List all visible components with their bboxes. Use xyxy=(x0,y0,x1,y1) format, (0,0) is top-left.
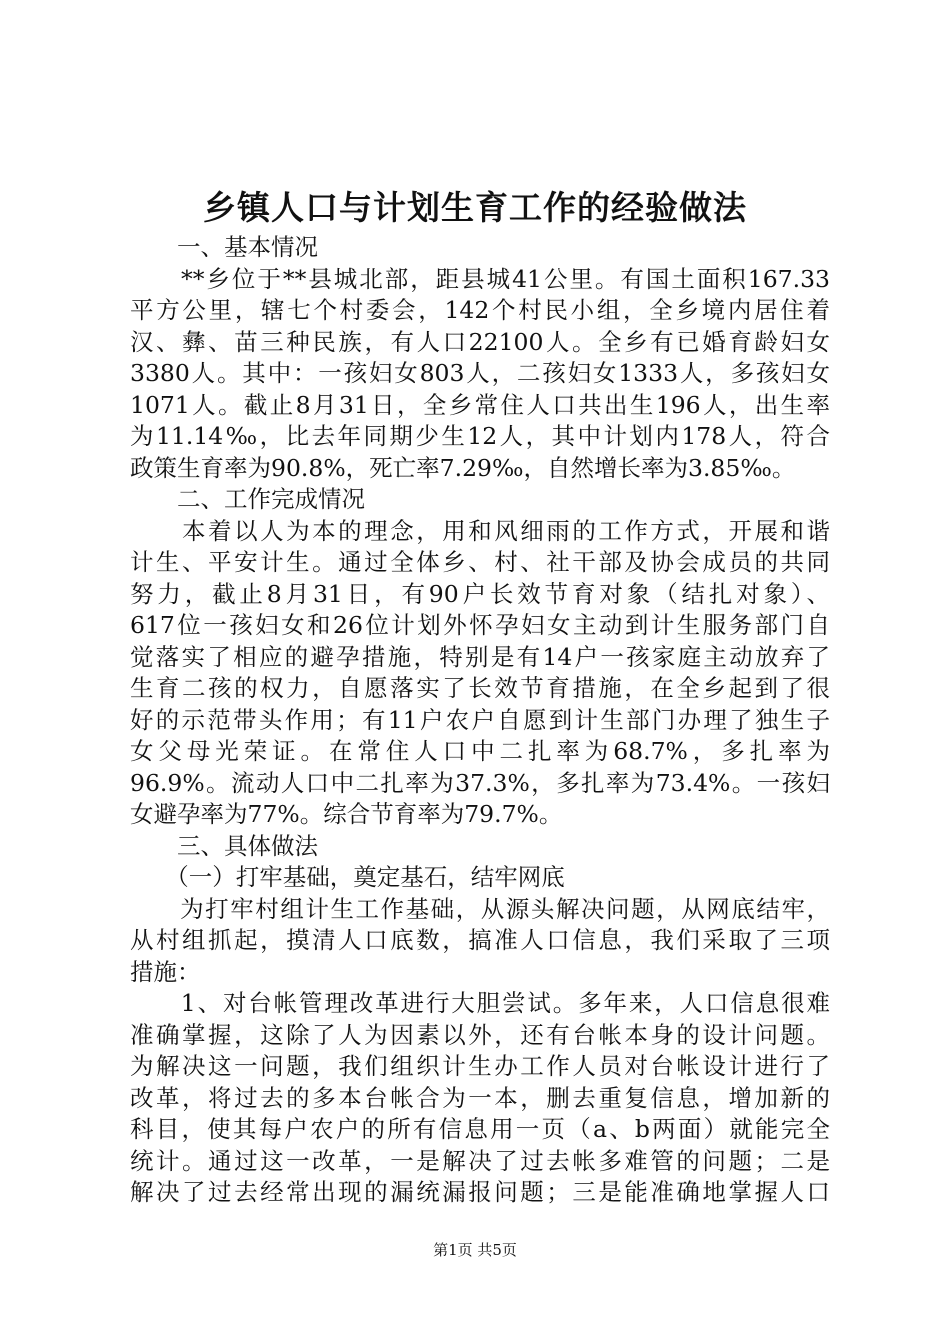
text-line: 为打牢村组计生工作基础，从源头解决问题，从网底结牢， xyxy=(130,894,830,923)
text-line: 政策生育率为90.8%，死亡率7.29‰，自然增长率为3.85‰。 xyxy=(130,453,796,482)
text-line: 生育二孩的权力，自愿落实了长效节育措施，在全乡起到了很 xyxy=(130,674,830,702)
text-line: 觉落实了相应的避孕措施，特别是有14户一孩家庭主动放弃了 xyxy=(130,642,830,671)
document-title: 乡镇人口与计划生育工作的经验做法 xyxy=(203,188,747,227)
text-line: 女父母光荣证。在常住人口中二扎率为68.7%，多扎率为 xyxy=(130,737,830,765)
text-line: 从村组抓起，摸清人口底数，搞准人口信息，我们采取了三项 xyxy=(130,926,830,954)
text-line: 准确掌握，这除了人为因素以外，还有台帐本身的设计问题。 xyxy=(130,1020,830,1049)
text-line: 96.9%。流动人口中二扎率为37.3%，多扎率为73.4%。一孩妇 xyxy=(130,768,830,797)
text-line: 计生、平安计生。通过全体乡、村、社干部及协会成员的共同 xyxy=(130,548,830,576)
text-line: **乡位于**县城北部，距县城41公里。有国土面积167.33 xyxy=(130,264,830,293)
text-line: 好的示范带头作用；有11户农户自愿到计生部门办理了独生子 xyxy=(130,705,830,734)
text-line: 1071人。截止8月31日，全乡常住人口共出生196人，出生率 xyxy=(130,390,830,419)
text-line: 平方公里，辖七个村委会，142个村民小组，全乡境内居住着 xyxy=(130,296,830,324)
text-line: 本着以人为本的理念，用和风细雨的工作方式，开展和谐 xyxy=(130,516,830,545)
document-body xyxy=(130,232,830,1209)
text-line: 汉、彝、苗三种民族，有人口22100人。全乡有已婚育龄妇女 xyxy=(130,327,830,356)
text-line: 措施： xyxy=(130,957,201,986)
text-line: 3380人。其中：一孩妇女803人，二孩妇女1333人，多孩妇女 xyxy=(130,359,830,387)
text-line: 科目，使其每户农户的所有信息用一页（a、b两面）就能完全 xyxy=(130,1115,830,1143)
text-line: 努力，截止8月31日，有90户长效节育对象（结扎对象）、 xyxy=(130,579,830,608)
text-line: 女避孕率为77%。综合节育率为79.7%。 xyxy=(130,800,563,828)
section-heading-line: （一）打牢基础，奠定基石，结牢网底 xyxy=(130,863,565,891)
page-footer: 第1页 共5页 xyxy=(433,1241,517,1259)
text-line: 改革，将过去的多本台帐合为一本，删去重复信息，增加新的 xyxy=(130,1083,830,1112)
section-heading-line: 一、基本情况 xyxy=(130,233,318,261)
section-heading-line: 二、工作完成情况 xyxy=(130,485,365,513)
text-line: 统计。通过这一改革，一是解决了过去帐多难管的问题；二是 xyxy=(130,1146,830,1175)
section-heading-line: 三、具体做法 xyxy=(130,831,318,860)
text-line: 解决了过去经常出现的漏统漏报问题；三是能准确地掌握人口 xyxy=(130,1178,830,1206)
text-line: 1、对台帐管理改革进行大胆尝试。多年来，人口信息很难 xyxy=(130,989,830,1017)
text-line: 为解决这一问题，我们组织计生办工作人员对台帐设计进行了 xyxy=(130,1052,830,1080)
text-line: 617位一孩妇女和26位计划外怀孕妇女主动到计生服务部门自 xyxy=(130,611,830,639)
text-line: 为11.14‰，比去年同期少生12人，其中计划内178人，符合 xyxy=(130,422,830,450)
